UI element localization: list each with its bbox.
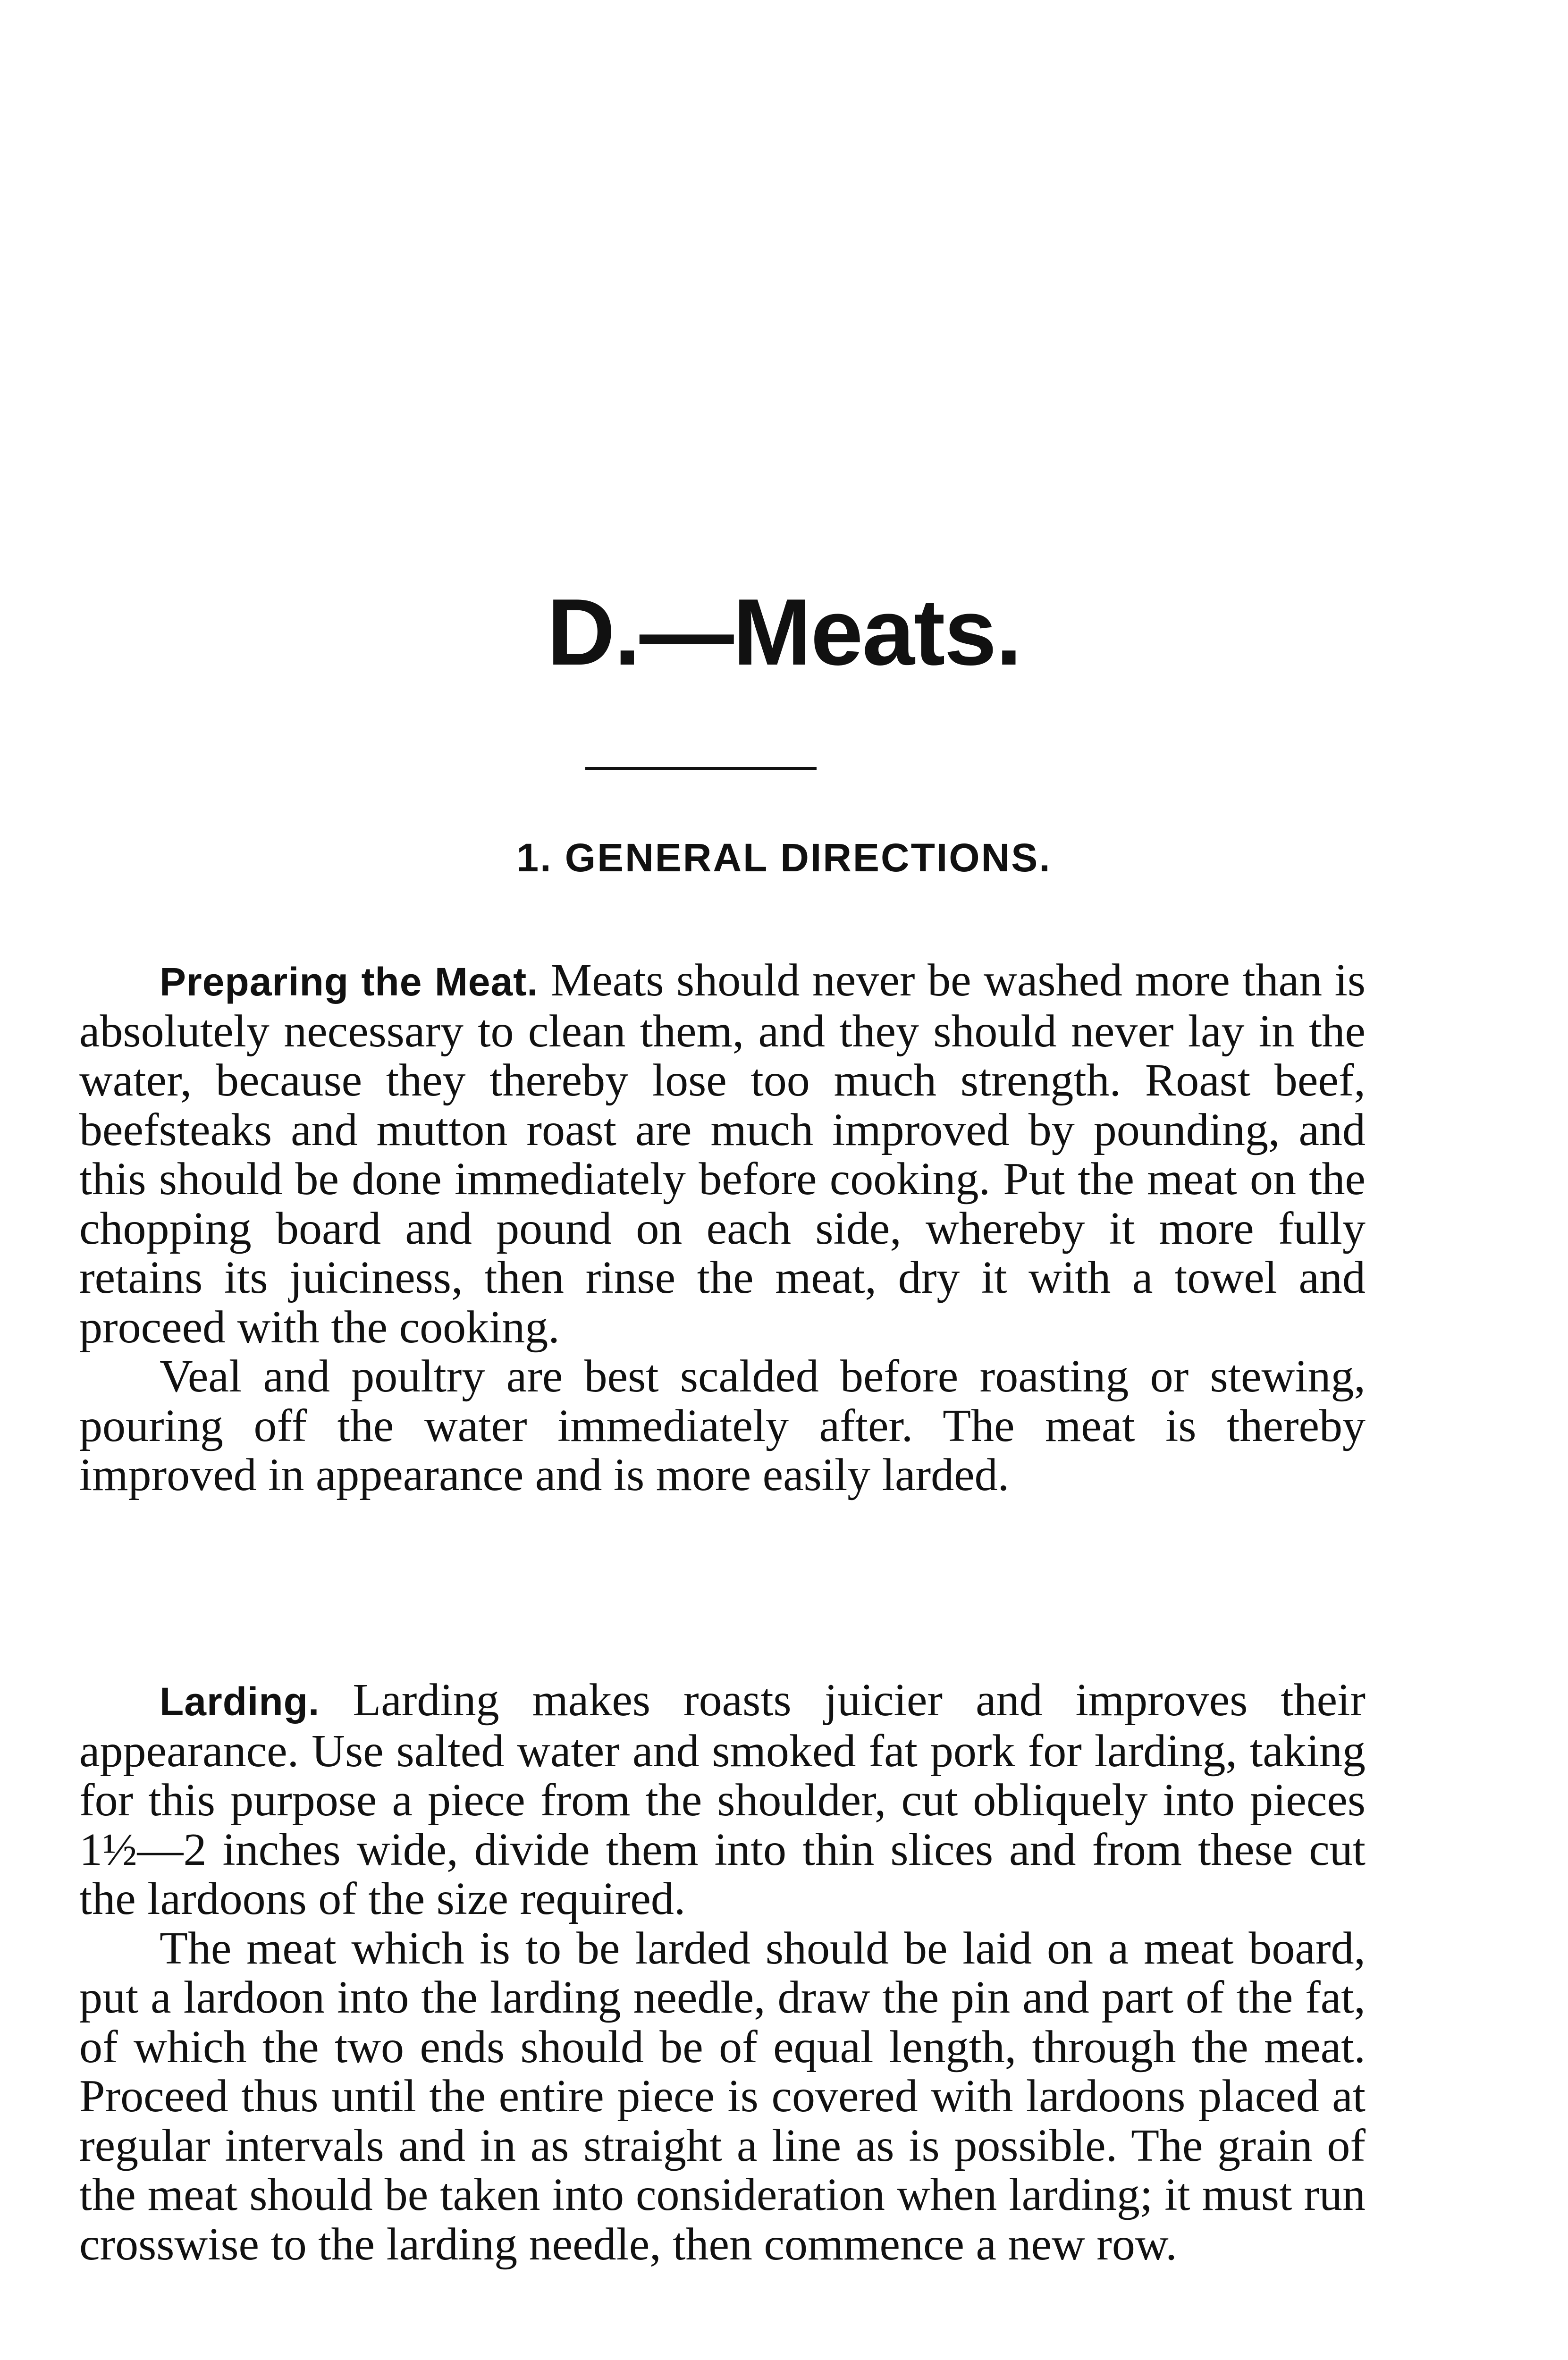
paragraph: The meat which is to be larded should be laid on a meat board, put a lardoon into the larding needle, draw the pin and part of the fat, of which the two ends should be of equal length, through the meat. Proceed thus until the entire piece is covered with lardoons placed at regular intervals and in as straight a line as is possible. The grain of the meat should be taken into consideration when larding; it must run crosswise to the larding needle, then commence a new row. [79, 1922, 1366, 2270]
subsection-larding [79, 1676, 1366, 2269]
paragraph [79, 956, 1366, 1352]
paragraph [79, 1676, 1366, 1924]
section-heading: 1. GENERAL DIRECTIONS. [516, 835, 1052, 880]
subsection-preparing-meat [79, 956, 1366, 1500]
paragraph-text: Larding makes roasts juicier and improves their appearance. Use salted water and smoked fat pork for larding, taking for this purpose a piece from the shoulder, cut obliquely into pieces 1½—2 inches wide, divide them into thin slices and from these cut the lardoons of the size required. [79, 1675, 1366, 1924]
subsection-lead: Preparing the Meat. [160, 960, 539, 1004]
title-divider [585, 767, 817, 770]
paragraph-text: Meats should never be washed more than is absolutely necessary to clean them, and they should never lay in the water, because they thereby lose too much strength. Roast beef, beefsteaks and mutton roast are much improved by pounding, and this should be done immediately before cooking. Put the meat on the chopping board and pound on each side, whereby it more fully retains its juiciness, then rinse the meat, dry it with a towel and proceed with the cooking. [79, 955, 1366, 1353]
chapter-title: D.—Meats. [547, 580, 1021, 685]
paragraph: Veal and poultry are best scalded before roasting or stewing, pouring off the water immediately after. The meat is thereby improved in appearance and is more easily larded. [79, 1351, 1366, 1500]
subsection-lead: Larding. [160, 1679, 320, 1724]
